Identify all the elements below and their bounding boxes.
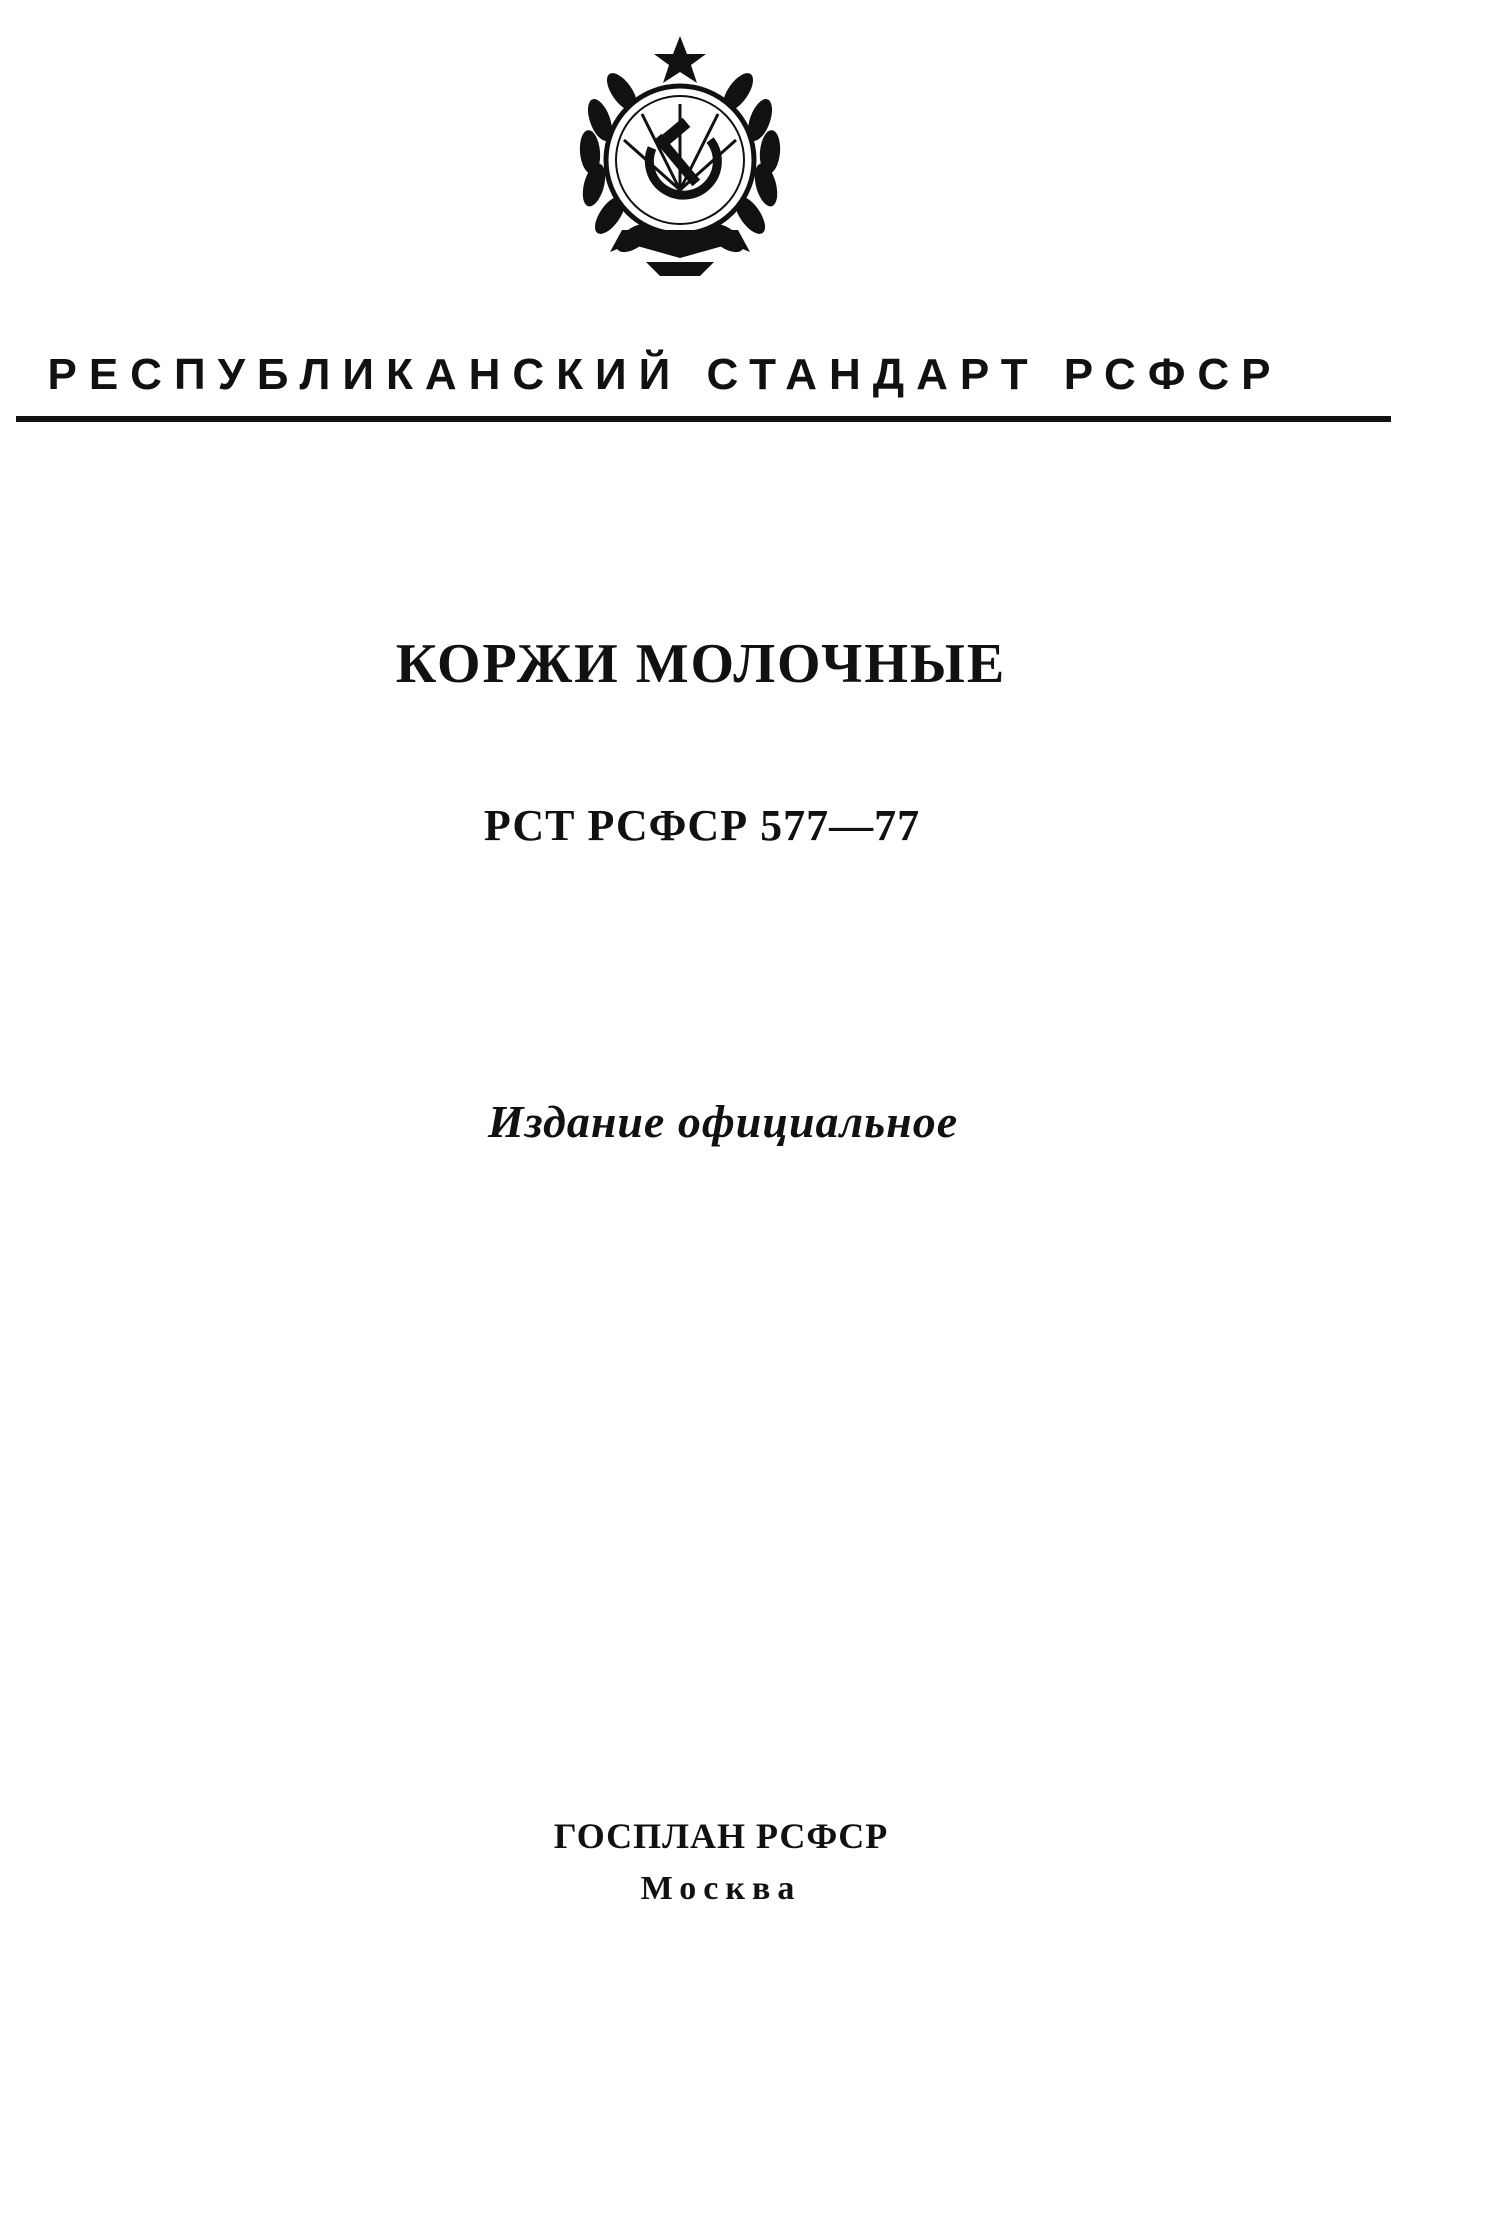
edition-note: Издание официальное — [487, 1096, 959, 1147]
publication-city: Москва — [640, 1870, 802, 1907]
publisher-name: ГОСПЛАН РСФСР — [553, 1816, 889, 1856]
document-title: КОРЖИ МОЛОЧНЫЕ — [395, 633, 1007, 695]
series-title: РЕСПУБЛИКАНСКИЙ СТАНДАРТ РСФСР — [47, 350, 1283, 399]
standard-code: РСТ РСФСР 577—77 — [483, 801, 921, 850]
header-divider — [16, 416, 1391, 422]
rsfsr-coat-of-arms-icon — [560, 30, 800, 282]
